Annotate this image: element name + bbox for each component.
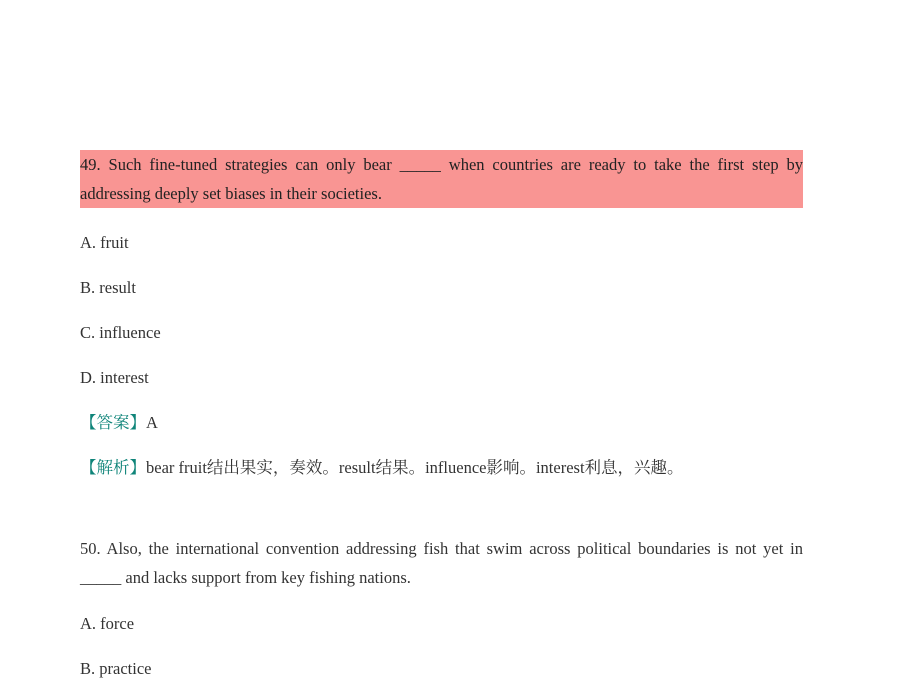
- q50-option-a: A. force: [80, 614, 135, 633]
- explanation-text: bear fruit结出果实，奏效。result结果。influence影响。interest利息，兴趣。: [146, 458, 684, 477]
- explanation-label: 【解析】: [80, 458, 146, 477]
- answer-value: A: [146, 413, 158, 432]
- q49-option-d: D. interest: [80, 368, 149, 387]
- document-page: [80, 150, 803, 680]
- q49-option-a: A. fruit: [80, 233, 129, 252]
- question-50-text: 50. Also, the international convention addressing fish that swim across political boundaries is not yet in _____ and lacks support from key fishing nations.: [80, 539, 803, 587]
- question-49-text: 49. Such fine-tuned strategies can only bear _____ when countries are ready to take the first step by addressing deeply set biases in their societies.: [80, 150, 803, 208]
- q49-explanation-line: [80, 457, 803, 479]
- q49-option-b: B. result: [80, 278, 136, 297]
- q49-option-c: C. influence: [80, 323, 161, 342]
- q49-answer-line: [80, 412, 803, 434]
- q50-option-b: B. practice: [80, 659, 152, 678]
- answer-label: 【答案】: [80, 413, 146, 432]
